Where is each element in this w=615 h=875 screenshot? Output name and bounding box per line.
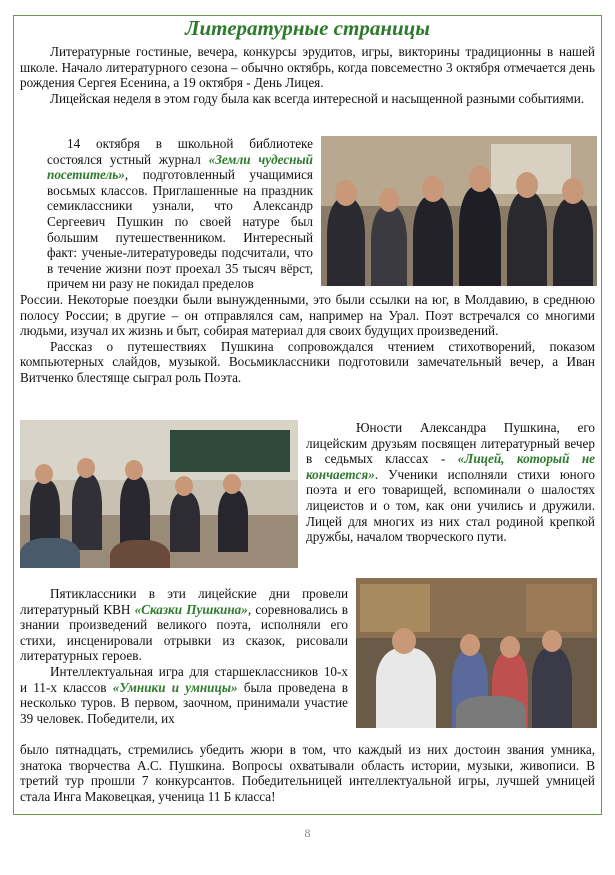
paragraph-journal bbox=[47, 136, 313, 292]
photo-students-standing bbox=[321, 136, 597, 286]
kvn-text-start: Пятиклассники в эти лицейские дни провели литературный КВН bbox=[20, 586, 348, 617]
paragraph-winners: было пятнадцать, стремились убедить жюри в том, что каждый из них достоин звания умника, знатока творчества А.С. Пушкина. Вопросы охватывали область истории, музыки, живописи. В третий тур прошли 7 конкурсантов. Победительницей интеллектуальной игры, лучшей умницей стала Инга Маковецкая, ученица 11 Б класса! bbox=[20, 742, 595, 804]
intro-block bbox=[20, 44, 595, 106]
paragraph-story: Рассказ о путешествиях Пушкина сопровождался чтением стихотворений, показом компьютерных слайдов, музыкой. Восьмиклассники подготовили замечательный вечер, а Иван Витченко блестяще сыграл роль Поэта. bbox=[20, 338, 595, 385]
winners-block bbox=[20, 742, 595, 804]
page-number: 8 bbox=[304, 826, 311, 840]
page-title: Литературные страницы bbox=[185, 16, 430, 40]
lyceum-text-start: Юности Александра Пушкина, его лицейским друзьям посвящен литературный вечер в седьмых классах - bbox=[306, 420, 595, 467]
journal-text-end: , подготовленный учащимися восьмых классов. Приглашенные на праздник семиклассники узнали, что Александр Сергеевич Пушкин по своей натуре был большим путешественником. Интересный факт: ученые-литературоведы подсчитали, что в течение жизни поэт проехал 35 тысяч вёрст, причем ни разу не покидал пределов bbox=[47, 167, 313, 292]
photo-library-kvn bbox=[356, 578, 597, 728]
kvn-block bbox=[20, 586, 348, 726]
game-text-end: была проведена в несколько туров. В первом, заочном, принимали участие 39 человек. Победители, их bbox=[20, 679, 349, 726]
lyceum-text-end: . Ученики исполняли стихи юного поэта и его товарищей, вспоминали о шалостях лицеистов и о том, как они учились и дружили. Лицей для многих из них стал родиной крепкой дружбы, началом творческого пути. bbox=[306, 466, 595, 545]
game-title-highlight: «Умники и умницы» bbox=[112, 679, 238, 695]
lyceum-title-highlight: «Лицей, который не кончается» bbox=[306, 451, 596, 482]
journal-block bbox=[47, 136, 313, 292]
paragraph-lyceum-week: Лицейская неделя в этом году была как всегда интересной и насыщенной разными событиями. bbox=[50, 90, 585, 106]
game-text-start: Интеллектуальная игра для старшеклассников 10-х и 11-х классов bbox=[20, 663, 348, 695]
paragraph-intro: Литературные гостиные, вечера, конкурсы эрудитов, игры, викторины традиционны в нашей школе. Начало литературного сезона – обычно октябрь, когда повсеместно 3 октября отмечается день рождения Сергея Есенина, а 19 октября - День Лицея. bbox=[20, 44, 595, 91]
photo-classroom-evening bbox=[20, 420, 298, 568]
travels-block bbox=[20, 292, 595, 386]
paragraph-game bbox=[20, 664, 348, 726]
journal-title-highlight: «Земли чудесный посетитель» bbox=[47, 151, 313, 183]
lyceum-evening-block bbox=[306, 420, 595, 545]
paragraph-kvn bbox=[20, 586, 348, 664]
journal-text-start: 14 октября в школьной библиотеке состоялся устный журнал bbox=[47, 136, 313, 167]
paragraph-lyceum-evening bbox=[306, 420, 595, 545]
kvn-text-end: , соревновались в знании произведений великого поэта, исполняли его стихи, инсценировали отрывки из сказок, рисовали литературных героев. bbox=[20, 601, 349, 664]
paragraph-travels: России. Некоторые поездки были вынужденными, это были ссылки на юг, в Молдавию, в среднюю полосу России; в другие – он отправлялся сам, например на Урал. Поэт встречался со многими людьми, изучал их жизнь и быт, собирая материал для своих будущих произведений. bbox=[20, 292, 595, 339]
kvn-title-highlight: «Сказки Пушкина» bbox=[134, 601, 248, 617]
